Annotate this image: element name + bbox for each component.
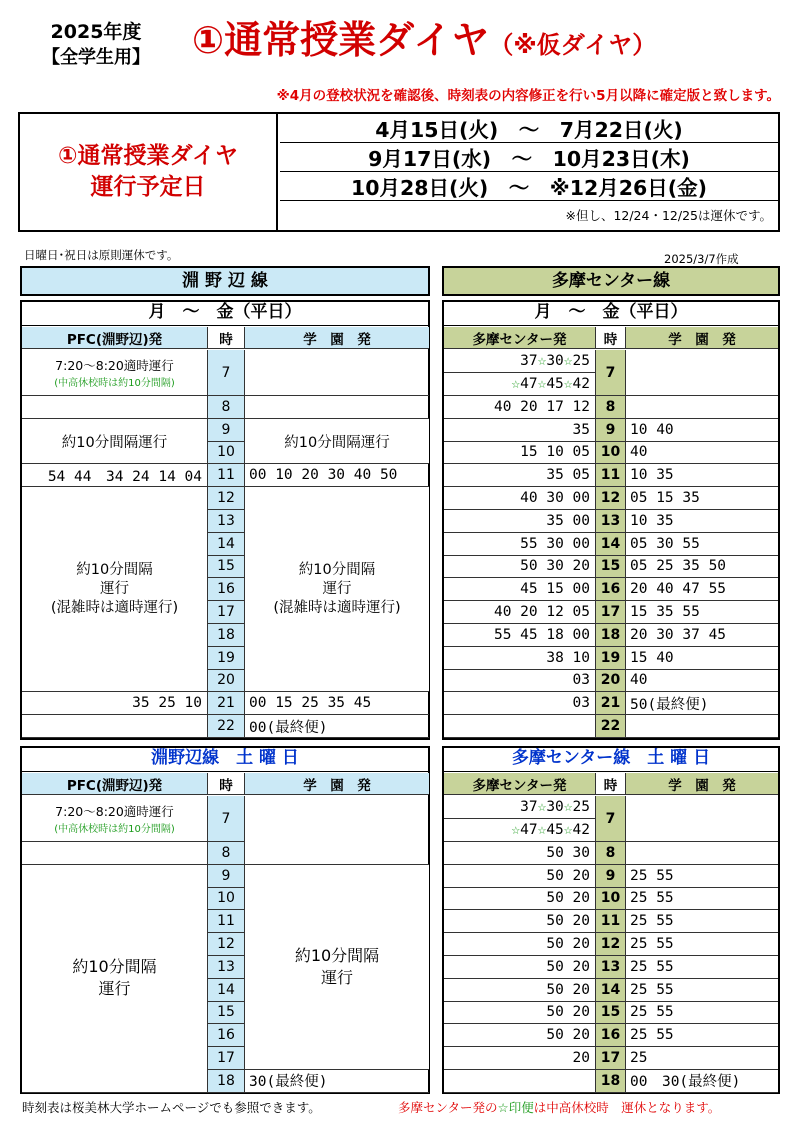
fuchinobe-sat-hour-7: 7 [208,796,245,842]
fuchinobe-7-special-note [22,350,208,396]
tama-sat-campus-9-departures: 25 55 [626,865,778,888]
tama-sat-hour-18: 18 [596,1070,626,1093]
tama-sat-hour-12: 12 [596,933,626,956]
tama-sat-16-departures: 50 20 [444,1024,596,1047]
fuchinobe-hour-16: 16 [208,578,245,601]
fuchinobe-sat-hour-18: 18 [208,1070,245,1093]
tama-sat-campus-header: 学 園 発 [626,773,778,795]
operation-dates-box [18,112,780,232]
fuchinobe-hour-18: 18 [208,624,245,647]
star-mark-icon: ☆ [563,822,573,838]
star-mark-icon: ☆ [511,822,521,838]
campus-9-10-interval: 約10分間隔運行 [245,419,429,465]
fuchinobe-hour-14: 14 [208,533,245,556]
tama-sat-hour-header: 時 [596,773,626,795]
tama-sat-campus-17-departures: 25 [626,1047,778,1070]
fuchinobe-hour-8: 8 [208,396,245,419]
fuchinobe-sat-departure-header: PFC(淵野辺)発 [22,773,208,795]
audience-label: 【全学生用】 [42,47,150,68]
tama-line-title: 多摩センター線 [442,266,780,296]
departure-minute: 30 [546,353,564,369]
campus-sat-interval [245,865,429,1070]
tama-sat-campus-12-departures: 25 55 [626,933,778,956]
tama-sat-11-departures: 50 20 [444,910,596,933]
tama-sat-7-departures-b [444,819,596,842]
tama-sat-departure-header: 多摩センター発 [444,773,596,795]
fuchinobe-sat-hour-header: 時 [208,773,245,795]
operation-label-line1: ①通常授業ダイヤ [57,143,238,169]
tama-11-departures: 35 05 [444,464,596,487]
star-mark-icon: ☆ [537,353,547,369]
star-mark-icon: ☆ [537,799,547,815]
tama-campus-header: 学 園 発 [626,327,778,349]
fuchinobe-sat-8-empty [22,842,208,865]
tama-18-departures: 55 45 18 00 [444,624,596,647]
fuchinobe-hour-11: 11 [208,464,245,487]
tama-hour-10: 10 [596,442,626,465]
star-mark-icon: ☆ [537,376,547,392]
campus-7-empty [245,350,429,396]
campus-22-departures: 00(最終便) [245,715,429,738]
tama-hour-9: 9 [596,419,626,442]
tama-campus-13-departures: 10 35 [626,510,778,533]
fuchinobe-12-20-interval [22,487,208,692]
tama-sat-hour-15: 15 [596,1002,626,1025]
tama-22-departures [444,715,596,738]
fuchinobe-hour-21: 21 [208,692,245,715]
tama-sat-8-departures: 50 30 [444,842,596,865]
tama-campus-17-departures: 15 35 55 [626,601,778,624]
star-mark-icon: ☆ [537,822,547,838]
tama-campus-19-departures: 15 40 [626,647,778,670]
period-3: 10月28日(火) ～ ※12月26日(金) [280,172,778,201]
tama-10-departures: 15 10 05 [444,442,596,465]
campus-12-20-interval [245,487,429,692]
tama-hour-21: 21 [596,692,626,715]
tama-sat-campus-15-departures: 25 55 [626,1002,778,1025]
departure-minute: 30 [546,799,564,815]
fuchinobe-hour-17: 17 [208,601,245,624]
tama-sat-campus-14-departures: 25 55 [626,979,778,1002]
tama-campus-18-departures: 20 30 37 45 [626,624,778,647]
tama-sat-12-departures: 50 20 [444,933,596,956]
interval-line-2: 運行 [322,580,352,597]
fuchinobe-sat-hour-9: 9 [208,865,245,888]
tama-weekday-label: 月 ～ 金（平日） [442,300,780,326]
interval-line-3: (混雑時は適時運行) [273,599,401,616]
fiscal-year: 2025年度 [50,21,142,43]
fuchinobe-22-empty [22,715,208,738]
special-note-line1: 7:20～8:20適時運行 [55,804,174,819]
fuchinobe-sat-hour-12: 12 [208,933,245,956]
operation-label-line2: 運行予定日 [90,174,206,200]
departure-minute: 42 [572,376,590,392]
tama-campus-15-departures: 05 25 35 50 [626,556,778,579]
tama-sat-7-departures-a [444,796,596,819]
footer-star-note-post: は中高休校時 運休となります。 [533,1100,721,1115]
tama-sat-campus-16-departures: 25 55 [626,1024,778,1047]
tama-sat-hour-7: 7 [596,796,626,842]
tama-campus-22-departures [626,715,778,738]
fuchinobe-campus-header: 学 園 発 [245,327,429,349]
tama-sat-hour-14: 14 [596,979,626,1002]
tama-sat-15-departures: 50 20 [444,1002,596,1025]
tama-sat-13-departures: 50 20 [444,956,596,979]
interval-line-1: 約10分間隔 [76,561,153,578]
fuchinobe-hour-19: 19 [208,647,245,670]
fuchinobe-hour-header: 時 [208,327,245,349]
tama-campus-12-departures: 05 15 35 [626,487,778,510]
tama-departure-header: 多摩センター発 [444,327,596,349]
tama-hour-14: 14 [596,533,626,556]
tama-campus-14-departures: 05 30 55 [626,533,778,556]
tama-hour-22: 22 [596,715,626,738]
fuchinobe-hour-9: 9 [208,419,245,442]
interval-line-2: 運行 [98,979,131,999]
fuchinobe-departure-header: PFC(淵野辺)発 [22,327,208,349]
holiday-note: 日曜日･祝日は原則運休です。 [24,248,179,262]
special-note-line2: (中高休校時は約10分間隔) [54,378,175,389]
fuchinobe-sat-hour-13: 13 [208,956,245,979]
tama-hour-12: 12 [596,487,626,510]
special-note-line1: 7:20～8:20適時運行 [55,358,174,373]
tama-hour-17: 17 [596,601,626,624]
departure-minute: 47 [520,376,538,392]
departure-minute: 25 [572,353,590,369]
tama-hour-8: 8 [596,396,626,419]
page-title [192,12,656,73]
tama-17-departures: 40 20 12 05 [444,601,596,624]
tama-sat-17-departures: 20 [444,1047,596,1070]
departure-minute: 42 [572,822,590,838]
special-note-line2: (中高休校時は約10分間隔) [54,824,175,835]
fuchinobe-21-departures: 35 25 10 [22,692,208,715]
tama-campus-10-departures: 40 [626,442,778,465]
campus-21-departures: 00 15 25 35 45 [245,692,429,715]
departure-minute: 47 [520,822,538,838]
fuchinobe-sat-campus-header: 学 園 発 [245,773,429,795]
fuchinobe-saturday-label: 淵野辺線 土 曜 日 [20,746,430,772]
fuchinobe-weekday-label: 月 ～ 金（平日） [20,300,430,326]
interval-line-1: 約10分間隔 [294,945,380,965]
tama-hour-header: 時 [596,327,626,349]
tama-hour-15: 15 [596,556,626,579]
departure-minute: 25 [572,799,590,815]
tama-sat-campus-18-departures: 00 30(最終便) [626,1070,778,1093]
departure-minute: 37 [520,353,538,369]
interval-line-2: 運行 [100,580,129,597]
fuchinobe-hour-15: 15 [208,556,245,579]
fuchinobe-sat-hour-11: 11 [208,910,245,933]
tama-campus-11-departures: 10 35 [626,464,778,487]
tama-8-departures: 40 20 17 12 [444,396,596,419]
fuchinobe-sat-interval [22,865,208,1093]
tama-hour-20: 20 [596,670,626,693]
tama-20-departures: 03 [444,670,596,693]
fuchinobe-11-departures: 54 44 34 24 14 04 [22,464,208,487]
tama-sat-hour-16: 16 [596,1024,626,1047]
tama-sat-hour-9: 9 [596,865,626,888]
revision-note: ※4月の登校状況を確認後、時刻表の内容修正を行い5月以降に確定版と致します。 [276,88,780,104]
star-mark-icon: ☆ [563,376,573,392]
created-date: 2025/3/7作成 [664,252,739,266]
tama-16-departures: 45 15 00 [444,578,596,601]
tama-sat-hour-17: 17 [596,1047,626,1070]
footer-star-note [398,1098,720,1116]
departure-minute: 45 [546,822,564,838]
interval-line-1: 約10分間隔 [72,957,157,977]
fuchinobe-sat-hour-8: 8 [208,842,245,865]
tama-hour-13: 13 [596,510,626,533]
tama-sat-hour-10: 10 [596,888,626,911]
campus-sat-18-departures: 30(最終便) [245,1070,429,1093]
footer-star-mark: ☆印便 [497,1100,534,1115]
fuchinobe-sat-hour-16: 16 [208,1024,245,1047]
tama-campus-8-departures [626,396,778,419]
tama-hour-16: 16 [596,578,626,601]
departure-minute: 45 [546,376,564,392]
star-mark-icon: ☆ [563,799,573,815]
tama-campus-16-departures: 20 40 47 55 [626,578,778,601]
tama-hour-18: 18 [596,624,626,647]
tama-21-departures: 03 [444,692,596,715]
tama-sat-hour-8: 8 [596,842,626,865]
interval-line-2: 運行 [320,967,353,987]
fuchinobe-hour-7: 7 [208,350,245,396]
fuchinobe-hour-12: 12 [208,487,245,510]
fuchinobe-8-empty [22,396,208,419]
title-main: ①通常授業ダイヤ [192,18,490,62]
period-2: 9月17日(水) ～ 10月23日(木) [280,143,778,172]
footer-star-note-pre: 多摩センター発の [398,1100,498,1115]
campus-sat-7-8-empty [245,796,429,865]
tama-sat-18-departures [444,1070,596,1093]
tama-15-departures: 50 30 20 [444,556,596,579]
tama-9-departures: 35 [444,419,596,442]
tama-sat-hour-13: 13 [596,956,626,979]
tama-7-departures-b [444,373,596,396]
fuchinobe-sat-hour-14: 14 [208,979,245,1002]
tama-sat-hour-11: 11 [596,910,626,933]
fuchinobe-sat-hour-15: 15 [208,1002,245,1025]
tama-7-departures-a [444,350,596,373]
fuchinobe-hour-13: 13 [208,510,245,533]
tama-sat-9-departures: 50 20 [444,865,596,888]
title-sub: （※仮ダイヤ） [489,31,657,59]
tama-sat-campus-7-empty [626,796,778,842]
fuchinobe-sat-hour-17: 17 [208,1047,245,1070]
fuchinobe-line-title: 淵 野 辺 線 [20,266,430,296]
departure-minute: 37 [520,799,538,815]
tama-campus-20-departures: 40 [626,670,778,693]
tama-hour-11: 11 [596,464,626,487]
tama-hour-7: 7 [596,350,626,396]
tama-sat-campus-11-departures: 25 55 [626,910,778,933]
campus-11-departures: 00 10 20 30 40 50 [245,464,429,487]
footer-website-note: 時刻表は桜美林大学ホームページでも参照できます。 [22,1100,321,1115]
tama-campus-9-departures: 10 40 [626,419,778,442]
tama-sat-14-departures: 50 20 [444,979,596,1002]
period-1: 4月15日(火) ～ 7月22日(火) [280,114,778,143]
tama-campus-7-empty [626,350,778,396]
tama-14-departures: 55 30 00 [444,533,596,556]
tama-saturday-label: 多摩センター線 土 曜 日 [442,746,780,772]
operation-dates-label [20,114,278,230]
fuchinobe-9-10-interval: 約10分間隔運行 [22,419,208,465]
campus-8-empty [245,396,429,419]
tama-sat-10-departures: 50 20 [444,888,596,911]
period-footnote: ※但し、12/24・12/25は運休です。 [565,208,772,223]
fuchinobe-hour-22: 22 [208,715,245,738]
fuchinobe-hour-10: 10 [208,442,245,465]
tama-hour-19: 19 [596,647,626,670]
tama-19-departures: 38 10 [444,647,596,670]
fuchinobe-sat-7-special-note [22,796,208,842]
fuchinobe-hour-20: 20 [208,670,245,693]
interval-line-1: 約10分間隔 [298,561,376,578]
tama-13-departures: 35 00 [444,510,596,533]
tama-sat-campus-13-departures: 25 55 [626,956,778,979]
star-mark-icon: ☆ [511,376,521,392]
tama-campus-21-departures: 50(最終便) [626,692,778,715]
fuchinobe-sat-hour-10: 10 [208,888,245,911]
interval-line-3: (混雑時は適時運行) [50,599,179,616]
tama-sat-campus-10-departures: 25 55 [626,888,778,911]
tama-sat-campus-8-departures [626,842,778,865]
star-mark-icon: ☆ [563,353,573,369]
tama-12-departures: 40 30 00 [444,487,596,510]
